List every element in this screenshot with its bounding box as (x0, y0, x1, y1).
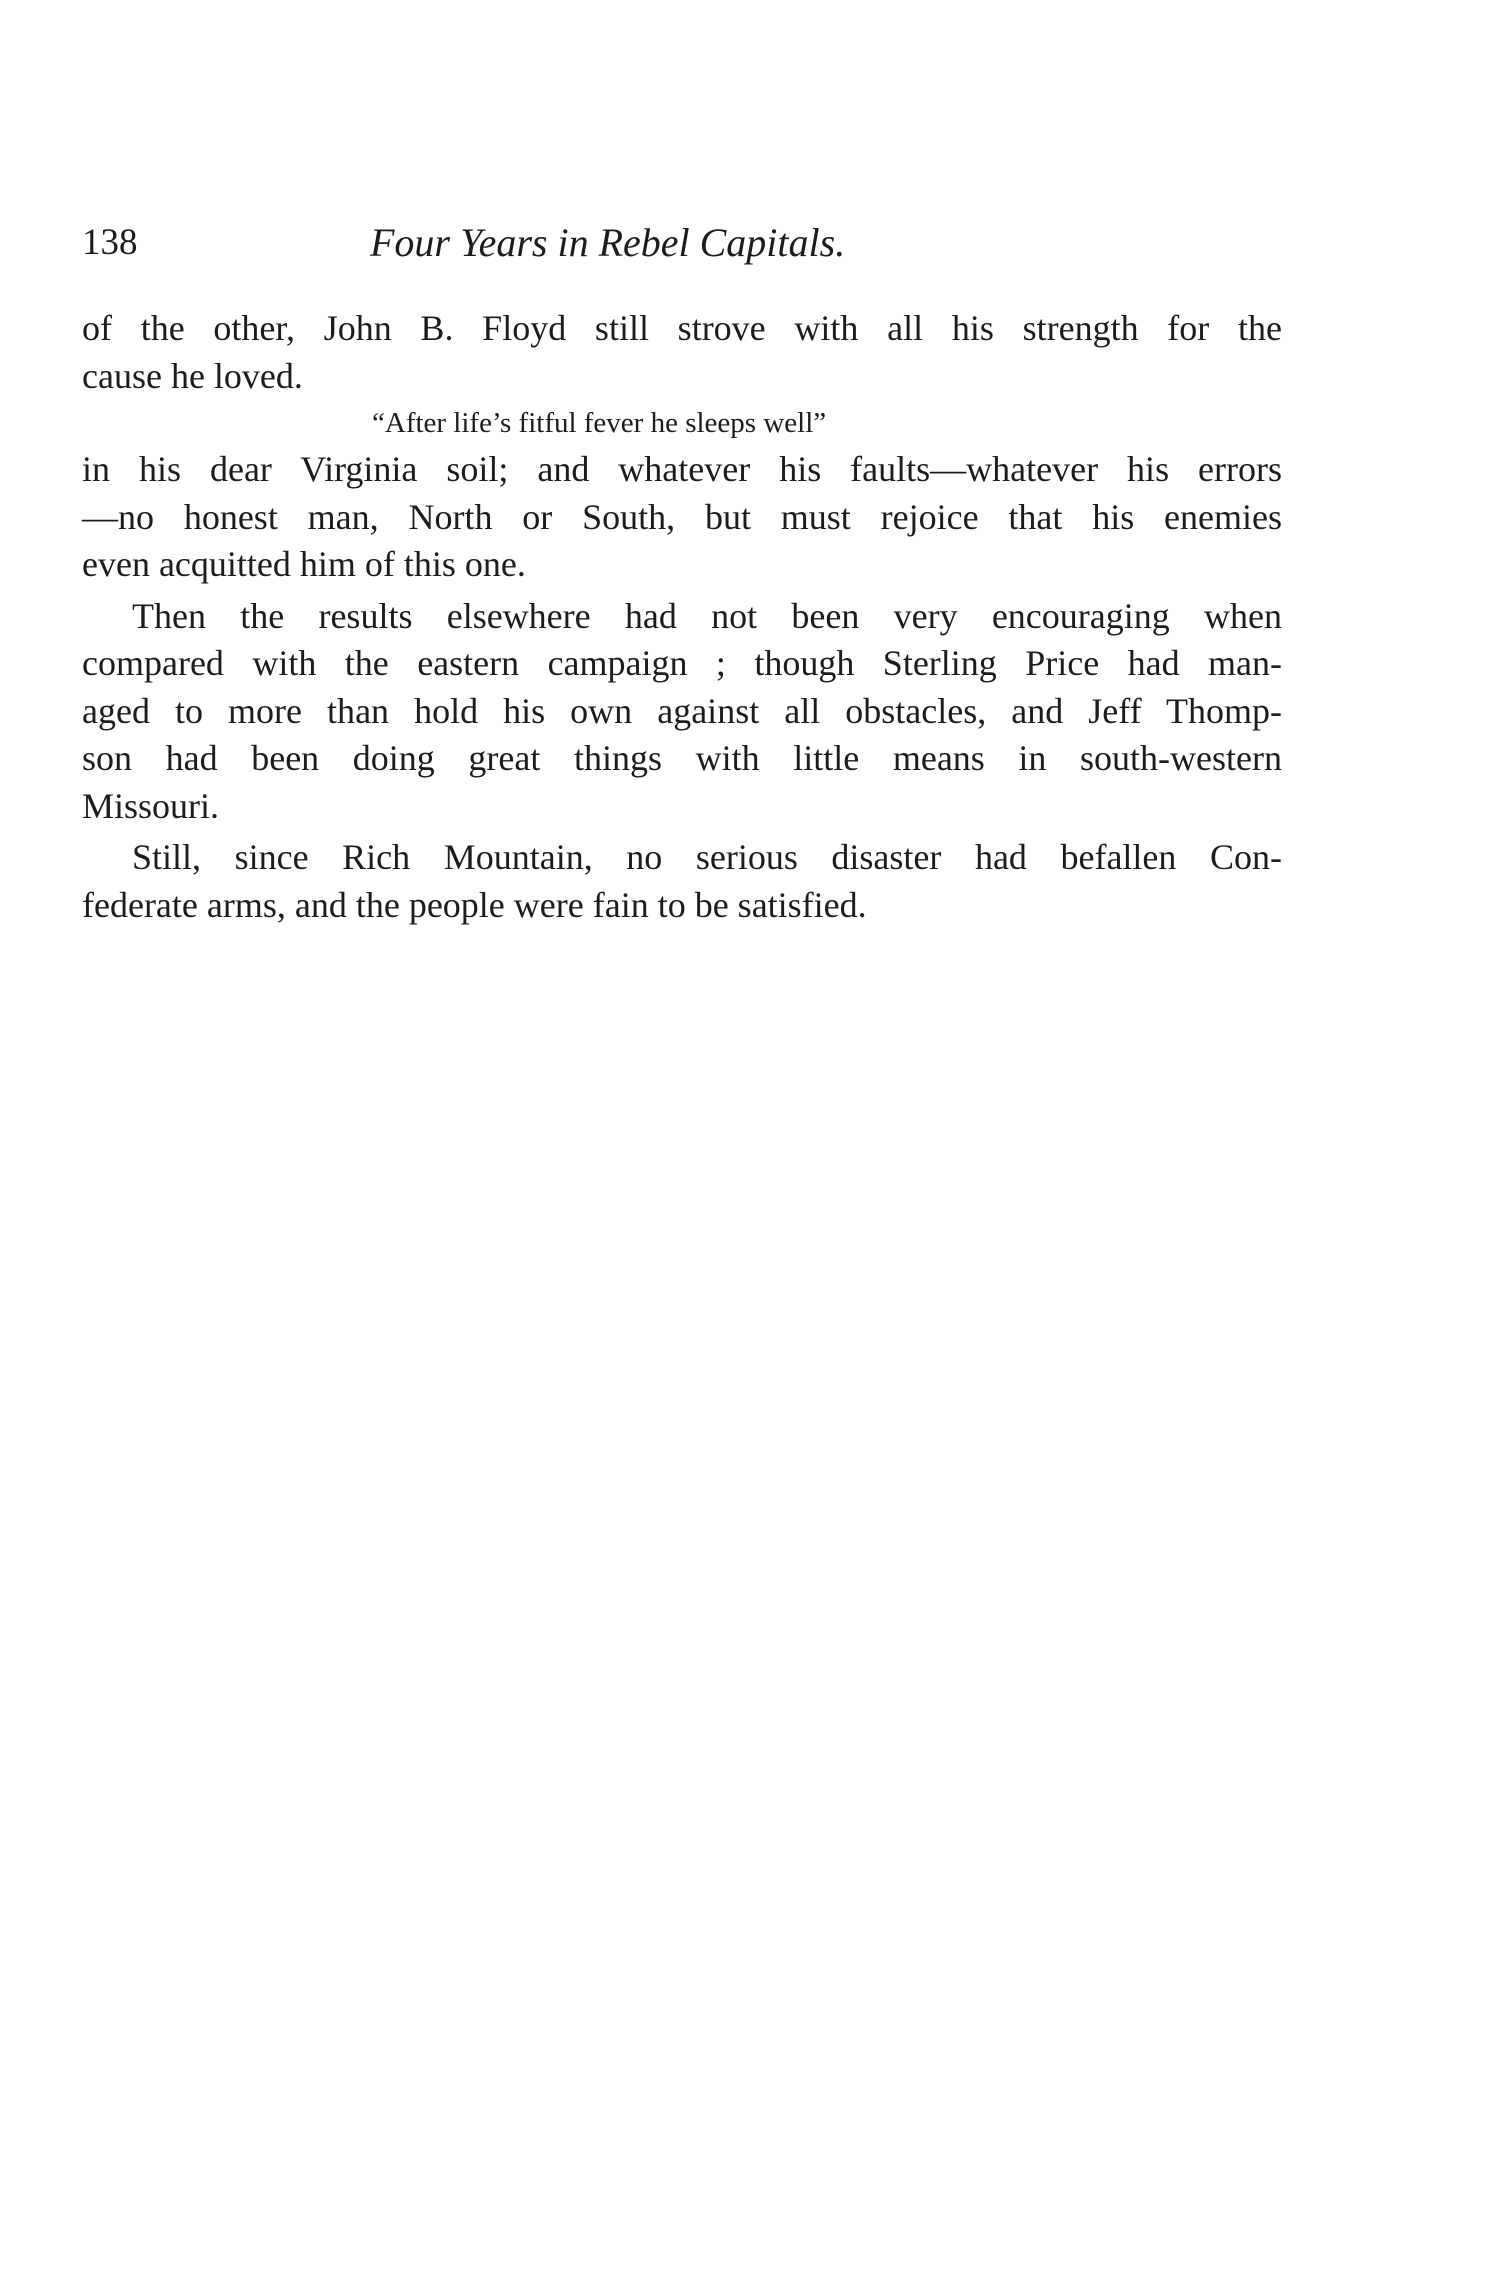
paragraph (82, 593, 1282, 831)
paragraph (82, 446, 1282, 589)
paragraph (82, 834, 1282, 929)
text-line: in his dear Virginia soil; and whatever his faults—whatever his errors (82, 449, 1282, 489)
body-text (82, 305, 1282, 929)
block-quote: “After life’s fitful fever he sleeps well” (372, 407, 827, 439)
text-line: —no honest man, North or South, but must rejoice that his enemies (82, 496, 1282, 537)
text-line: federate arms, and the people were fain to be satisfied. (82, 884, 867, 925)
text-line: even acquitted him of this one. (82, 544, 526, 584)
text-line: son had been doing great things with little means in south-western (82, 738, 1282, 778)
text-line: aged to more than hold his own against all obstacles, and Jeff Thomp- (82, 690, 1282, 731)
text-line: cause he loved. (82, 355, 303, 396)
running-head (82, 218, 1282, 268)
text-line: compared with the eastern campaign ; though Sterling Price had man- (82, 643, 1282, 683)
text-line: Missouri. (82, 785, 220, 826)
paragraph (82, 305, 1282, 400)
running-title: Four Years in Rebel Capitals. (370, 220, 846, 265)
text-line: Still, since Rich Mountain, no serious disaster had befallen Con- (132, 837, 1282, 877)
page-number: 138 (82, 222, 138, 263)
text-line: Then the results elsewhere had not been very encouraging when (132, 595, 1282, 636)
text-line: of the other, John B. Floyd still strove with all his strength for the (82, 308, 1282, 348)
